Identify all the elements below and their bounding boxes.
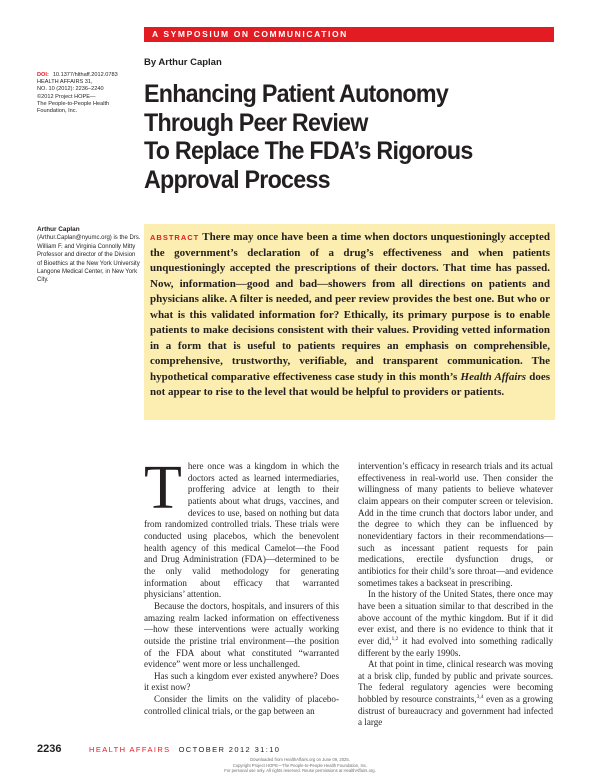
meta-line: ©2012 Project HOPE— — [37, 93, 96, 100]
paragraph: Because the doctors, hospitals, and insurers of this amazing realm lacked information on effectiveness—how these interventions were actually working outside the pristine trial environment—the position of the FDA about what constituted “warranted evidence” went more or less unchallenged. — [144, 600, 339, 670]
body-column-left — [144, 454, 339, 717]
meta-line: The People-to-People Health — [37, 100, 110, 107]
meta-line: Foundation, Inc. — [37, 108, 78, 115]
paragraph: Consider the limits on the validity of placebo-controlled clinical trials, or the gap between an — [144, 694, 339, 716]
title-line: Through Peer Review — [144, 108, 368, 137]
download-line: Copyright Project HOPE—The People-to-People Health Foundation, Inc. — [232, 762, 368, 768]
abstract-text — [150, 230, 550, 401]
abstract-body: There may once have been a time when doctors unquestioningly accepted the government’s declaration of a drug’s effectiveness and when patients unquestioningly accepted the prescriptions of their doctors. That time has passed. Now, information—good and bad—showers from all directions on patients and physicians alike. A filter is needed, and peer review provides the best one. But who or what is this validated information for? Ethically, its primary purpose is to enable patients to make decisions consistent with their values. Providing vetted information in a form that is useful to patients requires an emphasis on comprehensible, comprehensive, trustworthy, verifiable, and transparent communication. The hypothetical comparative effectiveness case study in this month’s — [150, 231, 550, 383]
journal-name-italic: Health Affairs — [460, 370, 527, 383]
meta-line: HEALTH AFFAIRS 31, — [37, 79, 93, 86]
paragraph-text: it had evolved into something radically different by the early 1990s. — [358, 635, 553, 658]
footer-journal — [89, 745, 280, 754]
section-banner — [144, 27, 554, 42]
footer-journal-name: HEALTH AFFAIRS — [89, 745, 171, 754]
author-affiliation: (Arthur.Caplan@nyumc.org) is the Drs. William F. and Virginia Connolly Mitty Professor and director of the Division of Bioethics at the New York University Langone Medical Center, in New York City. — [37, 235, 141, 284]
paragraph-text: here once was a kingdom in which the doctors acted as learned intermediaries, proffering advice at length to their patients about what drugs, vaccines, and devices to use, based on nothing but data from randomized controlled trials. These trials were conducted using placebos, which the benevolent health agency of this medical Camelot—the Food and Drug Administration (FDA)—determined to be the only valid methodology for generating information about efficacy that warranted physicians’ attention. — [144, 461, 339, 600]
abstract-box — [144, 224, 555, 420]
byline: By Arthur Caplan — [144, 57, 222, 68]
page-number: 2236 — [37, 743, 62, 755]
title-line: Enhancing Patient Autonomy — [144, 80, 449, 108]
download-line: For personal use only. All rights reserved. Reuse permissions at HealthAffairs.org. — [224, 768, 376, 774]
article-title — [144, 80, 535, 194]
title-line: Approval Process — [144, 165, 330, 194]
citation-ref[interactable]: 3,4 — [476, 694, 484, 701]
paragraph-text: At that point in time, clinical research was moving at a brisk clip, funded by public and private sources. The federal regulatory agencies were becoming hobbled by resource constraints, — [358, 659, 553, 705]
download-line: Downloaded from HealthAffairs.org on June 09, 2025. — [250, 757, 350, 762]
drop-cap: T — [144, 454, 182, 522]
title-line: To Replace The FDA’s Rigorous — [144, 137, 473, 165]
meta-line: NO. 10 (2012): 2236–2240 — [37, 86, 104, 93]
paragraph — [144, 454, 339, 601]
paragraph: Has such a kingdom ever existed anywhere? Does it exist now? — [144, 670, 339, 693]
paragraph — [358, 659, 553, 729]
abstract-label: ABSTRACT — [150, 233, 200, 242]
download-notice — [0, 757, 600, 774]
author-info — [37, 226, 141, 285]
doi-value: 10.1377/hlthaff.2012.0783 — [52, 72, 118, 78]
doi-label: DOI: — [37, 72, 49, 78]
banner-text: A SYMPOSIUM ON COMMUNICATION — [152, 29, 348, 39]
paragraph-text: In the history of the United States, there once may have been a situation similar to that described in the above account of the mythic kingdom. But if it did ever exist, and there is no evidence to think that it ever did, — [358, 589, 553, 646]
paragraph: intervention’s efficacy in research trials and its actual effectiveness in real-world use. Then consider the willingness of many patients to believe whatever claim appears on their computer screen or television. Add in the time crunch that doctors labor under, and the degree to which they can be influenced by nonevidentiary factors in their recommendations—such as incessant patient requests for pain medications, erectile dysfunction drugs, or antibiotics for their child’s sore throat—and evidence sometimes takes a backseat in prescribing. — [358, 461, 553, 588]
paragraph-text: even as a growing distrust of bureaucracy and government had infected a large — [358, 694, 553, 728]
doi-line — [37, 72, 141, 79]
citation-ref[interactable]: 1,2 — [391, 635, 399, 642]
article-meta — [37, 72, 141, 115]
author-name: Arthur Caplan — [37, 226, 80, 233]
abstract-body-end: does not appear to rise to the level that would be helpful to providers or patients. — [150, 370, 551, 398]
footer-issue-date: OCTOBER 2012 31:10 — [178, 745, 281, 754]
body-column-right — [358, 461, 553, 729]
paragraph — [358, 589, 553, 659]
